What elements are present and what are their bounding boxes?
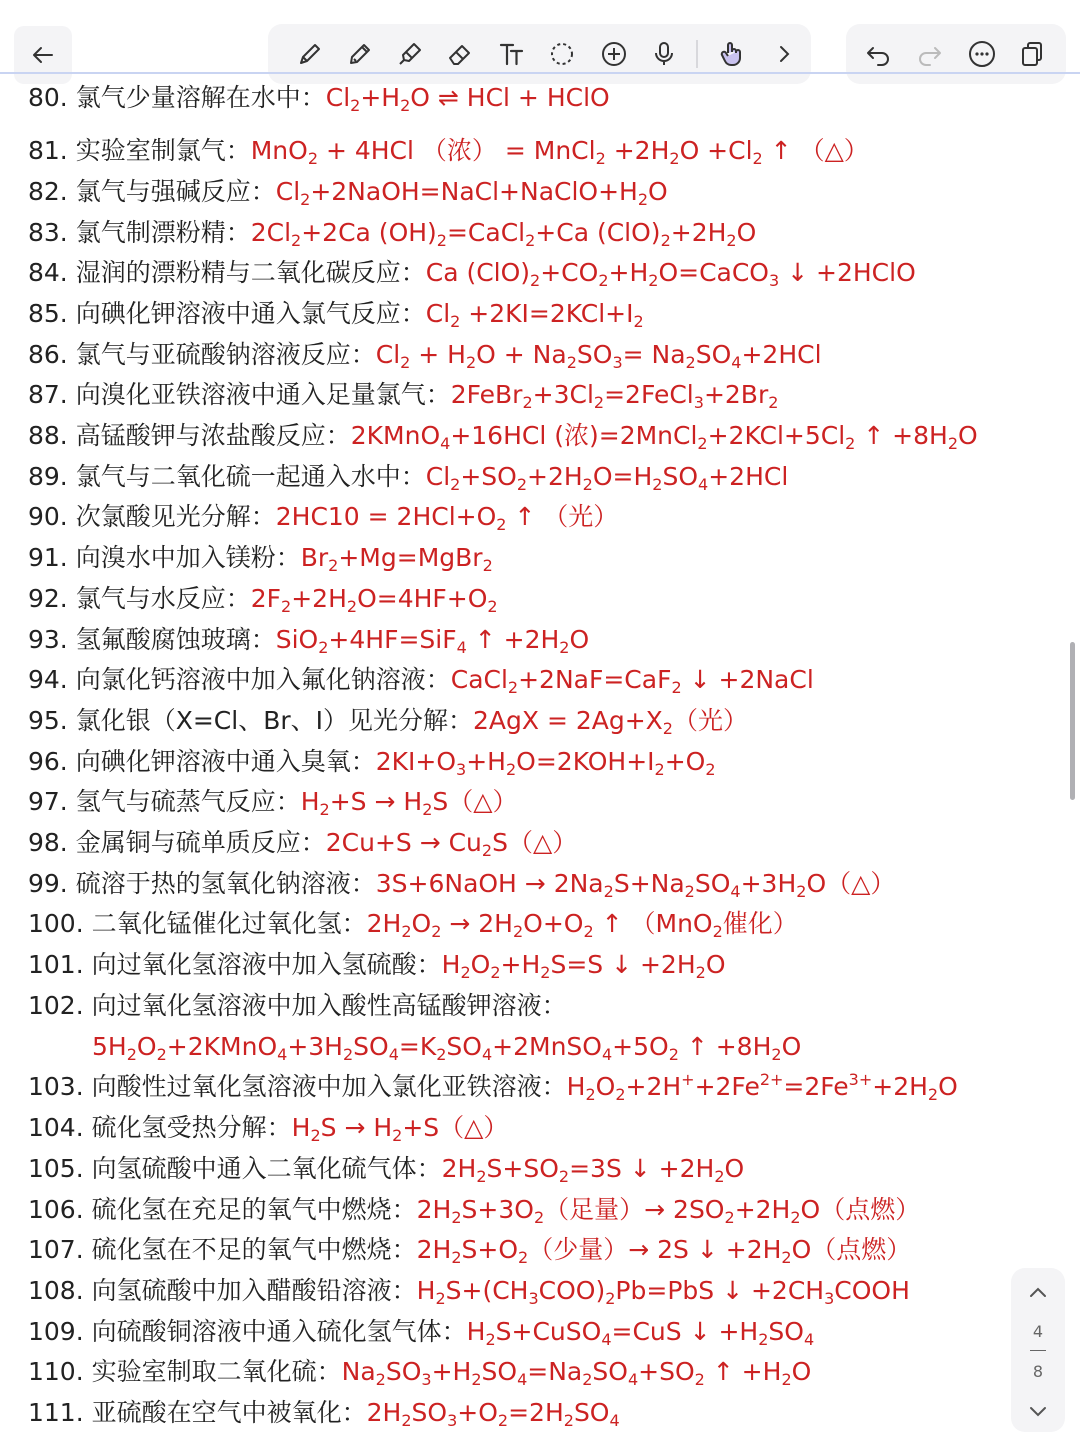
equation-line bbox=[28, 782, 518, 822]
equation-line bbox=[28, 294, 644, 334]
chemical-equation: $Cl_2 + H_2O + Na_2SO_3= Na_2SO_4+2HCl$ bbox=[375, 340, 822, 372]
back-arrow-icon bbox=[30, 42, 56, 68]
line-number: 84. bbox=[28, 258, 68, 287]
eraser-icon bbox=[445, 39, 475, 69]
equation-line bbox=[28, 701, 748, 741]
line-number: 81. bbox=[28, 136, 68, 165]
chemical-equation: Ca $(ClO)_2+CO_2+H_2O=CaCO_3$ ↓ +2HClO bbox=[425, 258, 916, 290]
line-number: 106. bbox=[28, 1195, 84, 1224]
chemical-equation: $2FeBr_2+3Cl_2=2FeCl_3+2Br_2$ bbox=[450, 380, 779, 412]
page-down-button[interactable] bbox=[1011, 1394, 1065, 1428]
line-number: 107. bbox=[28, 1235, 84, 1264]
reaction-description: 氯气与二氧化硫一起通入水中： bbox=[75, 462, 426, 491]
equation-line bbox=[28, 457, 788, 497]
equation-line bbox=[28, 1230, 911, 1270]
equation-continuation bbox=[92, 1027, 801, 1067]
chemical-equation: $2KI+O_3+H_2O=2KOH+I_2+O_2$ bbox=[375, 747, 716, 779]
more-button[interactable] bbox=[960, 24, 1004, 84]
pencil-icon bbox=[345, 39, 375, 69]
chemical-equation: CaCl$_2$+2NaF=CaF$_2$ ↓ +2NaCl bbox=[450, 665, 814, 697]
chemical-equation: 3S+6NaOH → $2Na_2S+Na_2SO_4+3H_2O(\triangle)$ bbox=[375, 869, 896, 901]
chemical-equation: $H_2S+CuSO_4=CuS$ ↓ $+H_2SO_4$ bbox=[466, 1317, 815, 1349]
microphone-icon bbox=[649, 39, 679, 69]
reaction-description: 氯气与水反应： bbox=[75, 584, 251, 613]
chemical-equation: $2H_2S+SO_2=3S$ ↓ $+2H_2O$ bbox=[441, 1154, 745, 1186]
pen-icon bbox=[295, 39, 325, 69]
line-number: 95. bbox=[28, 706, 68, 735]
line-number: 98. bbox=[28, 828, 68, 857]
page-navigator bbox=[1011, 1268, 1065, 1432]
chemical-equation: $Cl_2+H_2O$ ⇌ HCl + HClO bbox=[325, 83, 610, 115]
equation-line bbox=[28, 213, 756, 253]
toolbar-divider bbox=[696, 40, 698, 68]
equation-line bbox=[28, 497, 618, 537]
copy-pages-icon bbox=[1017, 39, 1047, 69]
reaction-description: 硫化氢在不足的氧气中燃烧： bbox=[91, 1235, 417, 1264]
chemical-equation: $2H_2S+O_2$（少量）→ 2S ↓ $+2H_2O$（点燃） bbox=[416, 1235, 912, 1267]
chemical-equation: $Cl_2+2NaOH=NaCl+NaClO+H_2O$ bbox=[275, 177, 668, 209]
reaction-description: 氯气少量溶解在水中： bbox=[75, 83, 326, 112]
chemical-equation: $2H_2O_2 \to 2H_2O+O_2$ ↑ （MnO$_2$催化） bbox=[366, 909, 798, 941]
line-number: 87. bbox=[28, 380, 68, 409]
reaction-description: 氯气制漂粉精： bbox=[75, 218, 251, 247]
line-number: 80. bbox=[28, 83, 68, 112]
chemical-equation: $H_2+S$ → $H_2S(\triangle)$ bbox=[300, 787, 518, 819]
line-number: 89. bbox=[28, 462, 68, 491]
equation-line bbox=[28, 1149, 744, 1189]
drawing-toolbar bbox=[268, 24, 811, 84]
equation-line bbox=[28, 538, 493, 578]
equation-line bbox=[28, 416, 978, 456]
line-number: 97. bbox=[28, 787, 68, 816]
chemical-equation: $2Cu+S \to Cu_2S(\triangle)$ bbox=[325, 828, 578, 860]
pages-button[interactable] bbox=[1010, 24, 1054, 84]
reaction-description: 氯化银（X=Cl、Br、I）见光分解： bbox=[75, 706, 473, 735]
chemical-equation: $2AgX = 2Ag+X_2$（光） bbox=[473, 706, 748, 738]
reaction-description: 高锰酸钾与浓盐酸反应： bbox=[75, 421, 351, 450]
equation-line bbox=[28, 1108, 508, 1148]
equation-line bbox=[28, 579, 498, 619]
pen-tool-button[interactable] bbox=[288, 24, 332, 84]
reaction-description: 硫化氢受热分解： bbox=[91, 1113, 292, 1142]
equation-line bbox=[28, 904, 798, 944]
lasso-tool-button[interactable] bbox=[540, 24, 584, 84]
reaction-description: 向碘化钾溶液中通入臭氧： bbox=[75, 747, 376, 776]
equation-line bbox=[28, 986, 567, 1026]
reaction-description: 向氯化钙溶液中加入氟化钠溶液： bbox=[75, 665, 451, 694]
page-up-button[interactable] bbox=[1011, 1276, 1065, 1310]
text-tool-icon bbox=[497, 39, 527, 69]
chemical-equation: $2F_2+2H_2O=4HF+O_2$ bbox=[250, 584, 498, 616]
text-tool-button[interactable] bbox=[490, 24, 534, 84]
line-number: 91. bbox=[28, 543, 68, 572]
line-number: 88. bbox=[28, 421, 68, 450]
equation-line bbox=[28, 945, 726, 985]
line-number: 102. bbox=[28, 991, 84, 1020]
line-number: 105. bbox=[28, 1154, 84, 1183]
reaction-description: 氢气与硫蒸气反应： bbox=[75, 787, 301, 816]
touch-mode-button[interactable] bbox=[710, 24, 754, 84]
record-button[interactable] bbox=[642, 24, 686, 84]
reaction-description: 金属铜与硫单质反应： bbox=[75, 828, 326, 857]
equation-line bbox=[28, 742, 716, 782]
chemical-equation: MnO$_2$ + 4HCl （浓） = MnCl$_2$ $+2H_2O +Cl_2$ ↑ （△） bbox=[250, 136, 869, 168]
line-number: 86. bbox=[28, 340, 68, 369]
chemical-equation: SiO$_2$+4HF=SiF$_4$ ↑ $+2H_2O$ bbox=[275, 625, 590, 657]
reaction-description: 实验室制取二氧化硫： bbox=[91, 1357, 342, 1386]
chemical-equation: $2H_2S+3O_2$（足量）→ $2SO_2+2H_2O$（点燃） bbox=[416, 1195, 921, 1227]
line-number: 90. bbox=[28, 502, 68, 531]
line-number: 111. bbox=[28, 1398, 84, 1427]
reaction-description: 向氢硫酸中通入二氧化硫气体： bbox=[91, 1154, 442, 1183]
reaction-description: 向溴水中加入镁粉： bbox=[75, 543, 301, 572]
total-page-number: 8 bbox=[1032, 1362, 1044, 1381]
equation-line bbox=[28, 1067, 958, 1107]
chevron-down-icon bbox=[1027, 1400, 1049, 1422]
chemical-equation: $2HC10 = 2HCl+O_2$ ↑ （光） bbox=[275, 502, 619, 534]
chemical-equation: $2Cl_2+2Ca$ $(OH)_2=CaCl_2+Ca$ $(ClO)_2+2H_2O$ bbox=[250, 218, 757, 250]
lasso-icon bbox=[547, 39, 577, 69]
more-tools-button[interactable] bbox=[762, 24, 806, 84]
reaction-description: 氯气与强碱反应： bbox=[75, 177, 276, 206]
equation-line bbox=[28, 131, 869, 171]
equation-line bbox=[28, 620, 589, 660]
top-toolbar bbox=[0, 0, 1080, 80]
page-number-divider bbox=[1030, 1350, 1046, 1351]
chemical-equation: $2H_2SO_3+O_2=2H_2SO_4$ bbox=[366, 1398, 620, 1430]
equation-line bbox=[28, 375, 778, 415]
chemical-equation: $H_2S+(CH_3COO)_2Pb=PbS$ ↓ $+2CH_3COOH$ bbox=[416, 1276, 910, 1308]
current-page-number: 4 bbox=[1032, 1322, 1044, 1341]
hand-pointer-icon bbox=[717, 39, 747, 69]
reaction-description: 湿润的漂粉精与二氧化碳反应： bbox=[75, 258, 426, 287]
chemical-equation: $H_2O_2+H_2S=S$ ↓ $+2H_2O$ bbox=[441, 950, 726, 982]
chemical-equation: $H_2S$ → $H_2+S(\triangle)$ bbox=[291, 1113, 509, 1145]
line-number: 108. bbox=[28, 1276, 84, 1305]
back-button[interactable] bbox=[14, 26, 72, 84]
chemical-equation: $Cl_2+SO_2+2H_2O=H_2SO_4+2HCl$ bbox=[425, 462, 789, 494]
reaction-description: 向过氧化氢溶液中加入氢硫酸： bbox=[91, 950, 442, 979]
equation-line bbox=[28, 1393, 620, 1433]
line-number: 109. bbox=[28, 1317, 84, 1346]
chemical-equation: $Cl_2 +2KI=2KCl+I_2$ bbox=[425, 299, 644, 331]
line-number: 94. bbox=[28, 665, 68, 694]
equation-line bbox=[28, 172, 668, 212]
line-number: 83. bbox=[28, 218, 68, 247]
line-number: 85. bbox=[28, 299, 68, 328]
reaction-description: 次氯酸见光分解： bbox=[75, 502, 276, 531]
eraser-tool-button[interactable] bbox=[438, 24, 482, 84]
equation-line bbox=[28, 660, 814, 700]
equation-line bbox=[28, 335, 822, 375]
line-number: 101. bbox=[28, 950, 84, 979]
undo-button[interactable] bbox=[856, 24, 900, 84]
equation-line bbox=[28, 1312, 814, 1352]
reaction-description: 实验室制氯气： bbox=[75, 136, 251, 165]
redo-icon bbox=[915, 39, 945, 69]
reaction-description: 硫溶于热的氢氧化钠溶液： bbox=[75, 869, 376, 898]
line-number: 104. bbox=[28, 1113, 84, 1142]
line-number: 99. bbox=[28, 869, 68, 898]
chevron-right-icon bbox=[769, 39, 799, 69]
equation-line bbox=[28, 78, 610, 118]
reaction-description: 硫化氢在充足的氧气中燃烧： bbox=[91, 1195, 417, 1224]
chemical-equation: 2KMnO$_4$+16HCl (浓)$=2MnCl_2+2KCl+5Cl_2$ ↑ $+8H_2O$ bbox=[350, 421, 978, 453]
reaction-description: 亚硫酸在空气中被氧化： bbox=[91, 1398, 367, 1427]
equation-line bbox=[28, 1271, 910, 1311]
line-number: 103. bbox=[28, 1072, 84, 1101]
equation-line bbox=[28, 1190, 920, 1230]
line-number: 92. bbox=[28, 584, 68, 613]
action-toolbar bbox=[846, 24, 1066, 84]
vertical-scrollbar[interactable] bbox=[1070, 642, 1075, 800]
reaction-description: 向酸性过氧化氢溶液中加入氯化亚铁溶液： bbox=[91, 1072, 567, 1101]
reaction-description: 二氧化锰催化过氧化氢： bbox=[91, 909, 367, 938]
chemical-equation: $Na_2SO_3+H_2SO_4=Na_2SO_4+SO_2$ ↑ $+H_2O$ bbox=[341, 1357, 812, 1389]
equation-line bbox=[28, 1352, 811, 1392]
highlighter-tool-button[interactable] bbox=[388, 24, 432, 84]
line-number: 100. bbox=[28, 909, 84, 938]
reaction-description: 向硫酸铜溶液中通入硫化氢气体： bbox=[91, 1317, 467, 1346]
reaction-description: 氯气与亚硫酸钠溶液反应： bbox=[75, 340, 376, 369]
reaction-description: 向溴化亚铁溶液中通入足量氯气： bbox=[75, 380, 451, 409]
equation-line bbox=[28, 253, 916, 293]
reaction-description: 向过氧化氢溶液中加入酸性高锰酸钾溶液： bbox=[91, 991, 567, 1020]
toolbar-divider-line bbox=[0, 72, 1080, 74]
chemical-equation: $H_2O_2+2H^++2Fe^{2+}=2Fe^{3+}+2H_2O$ bbox=[566, 1070, 958, 1104]
highlighter-icon bbox=[395, 39, 425, 69]
line-number: 110. bbox=[28, 1357, 84, 1386]
chemical-equation: $Br_2+Mg=MgBr_2$ bbox=[300, 543, 493, 575]
chevron-up-icon bbox=[1027, 1282, 1049, 1304]
insert-button[interactable] bbox=[592, 24, 636, 84]
reaction-description: 向碘化钾溶液中通入氯气反应： bbox=[75, 299, 426, 328]
reaction-description: 氢氟酸腐蚀玻璃： bbox=[75, 625, 276, 654]
line-number: 82. bbox=[28, 177, 68, 206]
more-icon bbox=[967, 39, 997, 69]
chemical-equation: $5H_2O_2+2KMnO_4+3H_2SO_4=K_2SO_4+2MnSO_4+5O_2$ ↑ $+8H_2O$ bbox=[92, 1032, 802, 1064]
equation-line bbox=[28, 864, 895, 904]
reaction-description: 向氢硫酸中加入醋酸铅溶液： bbox=[91, 1276, 417, 1305]
pencil-tool-button[interactable] bbox=[338, 24, 382, 84]
redo-button[interactable] bbox=[908, 24, 952, 84]
undo-icon bbox=[863, 39, 893, 69]
add-circle-icon bbox=[599, 39, 629, 69]
line-number: 96. bbox=[28, 747, 68, 776]
line-number: 93. bbox=[28, 625, 68, 654]
equation-line bbox=[28, 823, 577, 863]
